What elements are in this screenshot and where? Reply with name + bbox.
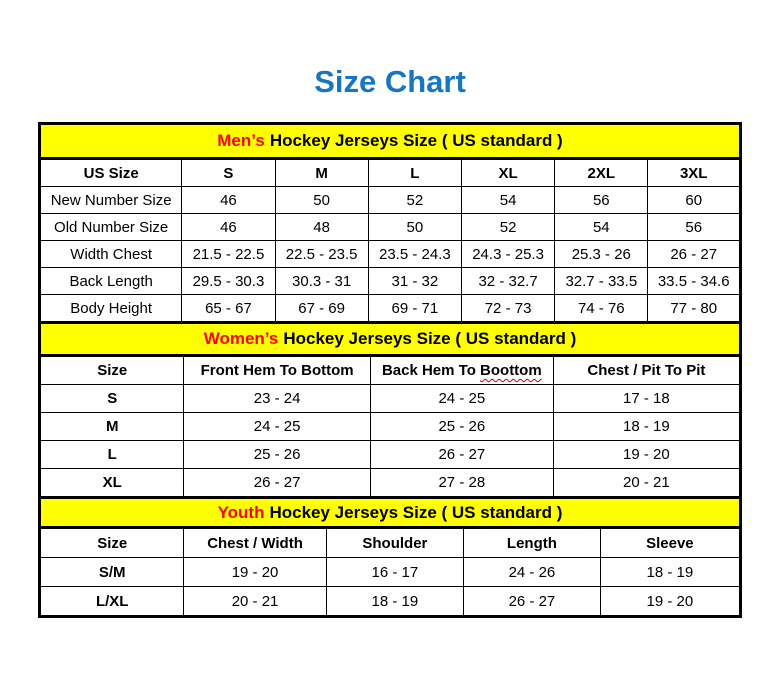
banner-text: Hockey Jerseys Size ( US standard ) — [269, 502, 563, 522]
header-row — [40, 528, 741, 558]
table-row — [40, 241, 741, 268]
column-header: Size — [40, 528, 184, 558]
banner-accent-word: Men’s — [217, 131, 265, 150]
table-row — [40, 558, 741, 587]
table-row — [40, 214, 741, 241]
column-header: Shoulder — [326, 528, 463, 558]
size-value: 27 - 28 — [370, 469, 553, 498]
banner-text: Hockey Jerseys Size ( US standard ) — [269, 131, 563, 150]
table-row — [40, 413, 741, 441]
size-value: 56 — [555, 187, 648, 214]
row-label: Back Length — [40, 268, 182, 295]
table-row — [40, 268, 741, 295]
size-value: 24 - 25 — [184, 413, 370, 441]
column-header: L — [368, 159, 461, 187]
size-value: 54 — [461, 187, 554, 214]
column-header: 2XL — [555, 159, 648, 187]
row-label: S — [40, 385, 184, 413]
row-label: S/M — [40, 558, 184, 587]
column-header-text: Back Hem To — [381, 362, 481, 379]
mens-size-table — [38, 157, 742, 324]
size-value: 74 - 76 — [555, 295, 648, 323]
column-header: Length — [464, 528, 601, 558]
column-header: Front Hem To Bottom — [184, 356, 370, 385]
size-value: 24 - 25 — [370, 385, 553, 413]
column-header: Chest / Pit To Pit — [553, 356, 740, 385]
banner-accent-word: Women’s — [203, 329, 279, 348]
column-header: S — [182, 159, 275, 187]
youth-size-table — [38, 526, 742, 618]
size-value: 17 - 18 — [553, 385, 740, 413]
column-header: Chest / Width — [184, 528, 326, 558]
banner-text: Hockey Jerseys Size ( US standard ) — [283, 329, 577, 348]
size-value: 60 — [648, 187, 741, 214]
size-value: 30.3 - 31 — [275, 268, 368, 295]
size-value: 33.5 - 34.6 — [648, 268, 741, 295]
size-value: 65 - 67 — [182, 295, 275, 323]
size-value: 50 — [275, 187, 368, 214]
size-value: 69 - 71 — [368, 295, 461, 323]
header-row — [40, 159, 741, 187]
size-value: 24.3 - 25.3 — [461, 241, 554, 268]
size-tables-container — [38, 122, 742, 618]
size-value: 18 - 19 — [553, 413, 740, 441]
table-row — [40, 295, 741, 323]
column-header: Size — [40, 356, 184, 385]
size-value: 23.5 - 24.3 — [368, 241, 461, 268]
row-label: M — [40, 413, 184, 441]
size-value: 23 - 24 — [184, 385, 370, 413]
row-label: L — [40, 441, 184, 469]
size-value: 31 - 32 — [368, 268, 461, 295]
size-value: 32 - 32.7 — [461, 268, 554, 295]
size-value: 48 — [275, 214, 368, 241]
column-header — [370, 356, 553, 385]
size-value: 52 — [461, 214, 554, 241]
size-value: 25 - 26 — [184, 441, 370, 469]
column-header: XL — [461, 159, 554, 187]
size-value: 25 - 26 — [370, 413, 553, 441]
column-header: Sleeve — [600, 528, 740, 558]
row-label: XL — [40, 469, 184, 498]
size-value: 50 — [368, 214, 461, 241]
table-row — [40, 441, 741, 469]
page-title: Size Chart — [314, 64, 466, 99]
misspelled-word-squiggle: Boottom — [480, 362, 542, 379]
size-value: 19 - 20 — [553, 441, 740, 469]
size-value: 56 — [648, 214, 741, 241]
size-value: 20 - 21 — [184, 587, 326, 617]
size-value: 19 - 20 — [184, 558, 326, 587]
size-value: 54 — [555, 214, 648, 241]
size-value: 52 — [368, 187, 461, 214]
column-header: US Size — [40, 159, 182, 187]
size-value: 18 - 19 — [326, 587, 463, 617]
size-value: 26 - 27 — [464, 587, 601, 617]
row-label: Width Chest — [40, 241, 182, 268]
womens-section-banner — [38, 321, 742, 357]
header-row — [40, 356, 741, 385]
column-header: 3XL — [648, 159, 741, 187]
row-label: Old Number Size — [40, 214, 182, 241]
table-row — [40, 469, 741, 498]
size-value: 16 - 17 — [326, 558, 463, 587]
size-value: 19 - 20 — [600, 587, 740, 617]
size-value: 21.5 - 22.5 — [182, 241, 275, 268]
size-value: 67 - 69 — [275, 295, 368, 323]
size-value: 26 - 27 — [370, 441, 553, 469]
size-value: 24 - 26 — [464, 558, 601, 587]
size-value: 77 - 80 — [648, 295, 741, 323]
size-value: 72 - 73 — [461, 295, 554, 323]
column-header: M — [275, 159, 368, 187]
table-row — [40, 385, 741, 413]
size-value: 20 - 21 — [553, 469, 740, 498]
size-value: 22.5 - 23.5 — [275, 241, 368, 268]
table-row — [40, 187, 741, 214]
table-row — [40, 587, 741, 617]
size-value: 25.3 - 26 — [555, 241, 648, 268]
size-value: 26 - 27 — [184, 469, 370, 498]
size-value: 29.5 - 30.3 — [182, 268, 275, 295]
row-label: Body Height — [40, 295, 182, 323]
banner-accent-word: Youth — [217, 502, 265, 522]
row-label: New Number Size — [40, 187, 182, 214]
size-value: 26 - 27 — [648, 241, 741, 268]
size-value: 32.7 - 33.5 — [555, 268, 648, 295]
size-value: 18 - 19 — [600, 558, 740, 587]
size-value: 46 — [182, 187, 275, 214]
youth-section-banner — [38, 496, 742, 529]
size-value: 46 — [182, 214, 275, 241]
mens-section-banner — [38, 122, 742, 160]
row-label: L/XL — [40, 587, 184, 617]
womens-size-table — [38, 354, 742, 499]
